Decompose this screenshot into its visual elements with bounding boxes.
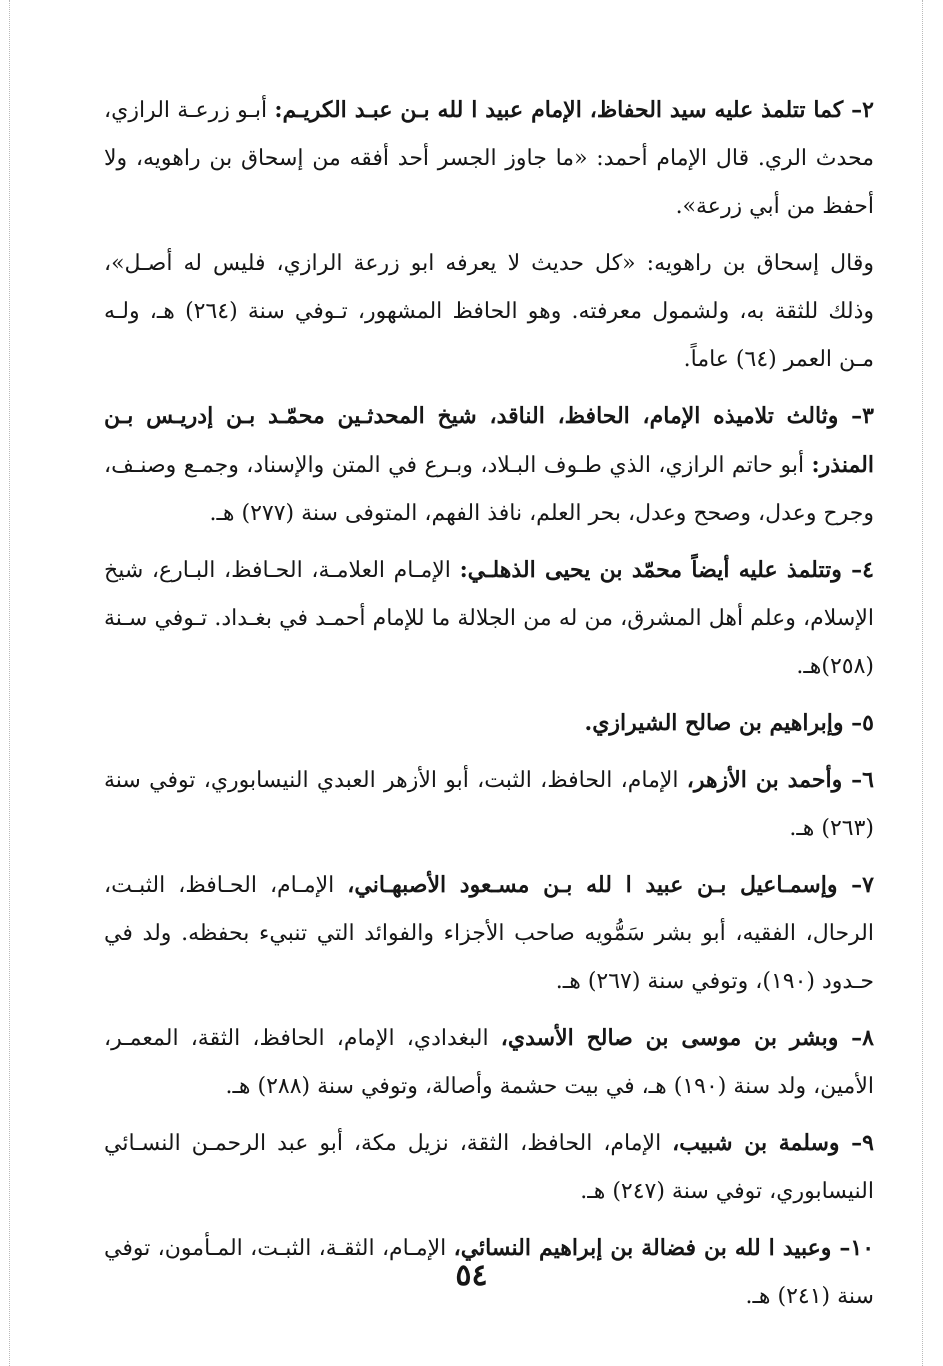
paragraph-text: الإمـام، الثقـة، الثبـت، المـأمون، توفي سنة (٢٤١) هـ. xyxy=(104,1236,874,1309)
left-margin-dotted-line xyxy=(9,0,10,1366)
paragraph-text: الإمام، الحافظ، الثقة، نزيل مكة، أبو عبد الرحمـن النسـائي النيسابوري، توفي سنة (٢٤٧) هـ. xyxy=(104,1131,874,1204)
paragraph xyxy=(104,392,874,538)
paragraph-heading: ٢– كما تتلمذ عليه سيد الحفاظ، الإمام عبيد ا لله بـن عبـد الكريـم: xyxy=(274,97,874,123)
paragraph xyxy=(104,239,874,384)
page-body xyxy=(104,86,874,1329)
paragraph-heading: ٣– وثالث تلاميذه الإمام، الحافظ، الناقد، شيخ المحدثـين محمّـد بـن إدريـس بـن المنذر: xyxy=(104,403,874,478)
paragraph-text: الإمام، الحافظ، الثبت، أبو الأزهر العبدي النيسابوري، توفي سنة (٢٦٣) هـ. xyxy=(104,768,874,841)
paragraph-text: البغدادي، الإمام، الحافظ، الثقة، المعمـر، الأمين، ولد سنة (١٩٠) هـ، في بيت حشمة وأصالة، وتوفي سنة (٢٨٨) هـ. xyxy=(104,1026,874,1099)
paragraph xyxy=(104,1014,874,1111)
paragraph-heading: ٥– وإبراهيم بن صالح الشيرازي. xyxy=(584,710,874,736)
paragraph-text: الإمـام العلامـة، الحـافظ، البـارع، شيخ الإسلام، وعلم أهل المشرق، من له من الجلالة ما للإمام أحمـد في بغـداد. تـوفي سـنة (٢٥٨)هـ. xyxy=(104,558,874,679)
paragraph-text: وقال إسحاق بن راهويه: «كل حديث لا يعرفه ابو زرعة الرازي، فليس له أصـل»، وذلك للثقة به، ولشمول معرفته. وهو الحافظ المشهور، تـوفي سنة (٢٦٤) هـ، ولـه مـن العمر (٦٤) عاماً. xyxy=(104,251,874,372)
paragraph-heading: ٩– وسلمة بن شبيب، xyxy=(672,1130,874,1156)
paragraph-heading: ٨– وبشر بن موسى بن صالح الأسدي، xyxy=(500,1025,874,1051)
paragraph xyxy=(104,546,874,691)
paragraph-heading: ٧– وإسمـاعيل بـن عبيد ا لله بـن مسـعود الأصبهـاني، xyxy=(347,872,874,898)
paragraph xyxy=(104,756,874,853)
paragraph xyxy=(104,86,874,231)
right-margin-dotted-line xyxy=(922,0,923,1366)
paragraph-text: أبـو زرعـة الرازي، محدث الري. قال الإمام أحمد: «ما جاوز الجسر أحد أفقه من إسحاق بن راهويه، ولا أحفظ من أبي زرعة». xyxy=(104,98,874,219)
paragraph xyxy=(104,1119,874,1216)
paragraph-text: أبو حاتم الرازي، الذي طـوف البـلاد، وبـرع في المتن والإسناد، وجمـع وصنـف، وجرح وعدل، وصحح وعدل، بحر العلم، نافذ الفهم، المتوفى سنة (٢٧٧) هـ. xyxy=(104,453,874,526)
paragraph-heading: ٤– وتتلمذ عليه أيضاً محمّد بن يحيى الذهلـي: xyxy=(459,557,874,583)
paragraph-heading: ١٠– وعبيد ا لله بن فضالة بن إبراهيم النسائي، xyxy=(453,1235,875,1261)
page-number: ٥٤ xyxy=(455,1258,488,1293)
paragraph-heading: ٦– وأحمد بن الأزهر، xyxy=(686,767,874,793)
paragraph xyxy=(104,861,874,1006)
paragraph xyxy=(104,699,874,748)
paragraph-text: الإمـام، الحـافظ، الثبـت، الرحال، الفقيه، أبو بشر سَمُّويه صاحب الأجزاء والفوائد التي تنبيء بحفظه. ولد في حـدود (١٩٠)، وتوفي سنة (٢٦٧) هـ. xyxy=(104,873,874,994)
